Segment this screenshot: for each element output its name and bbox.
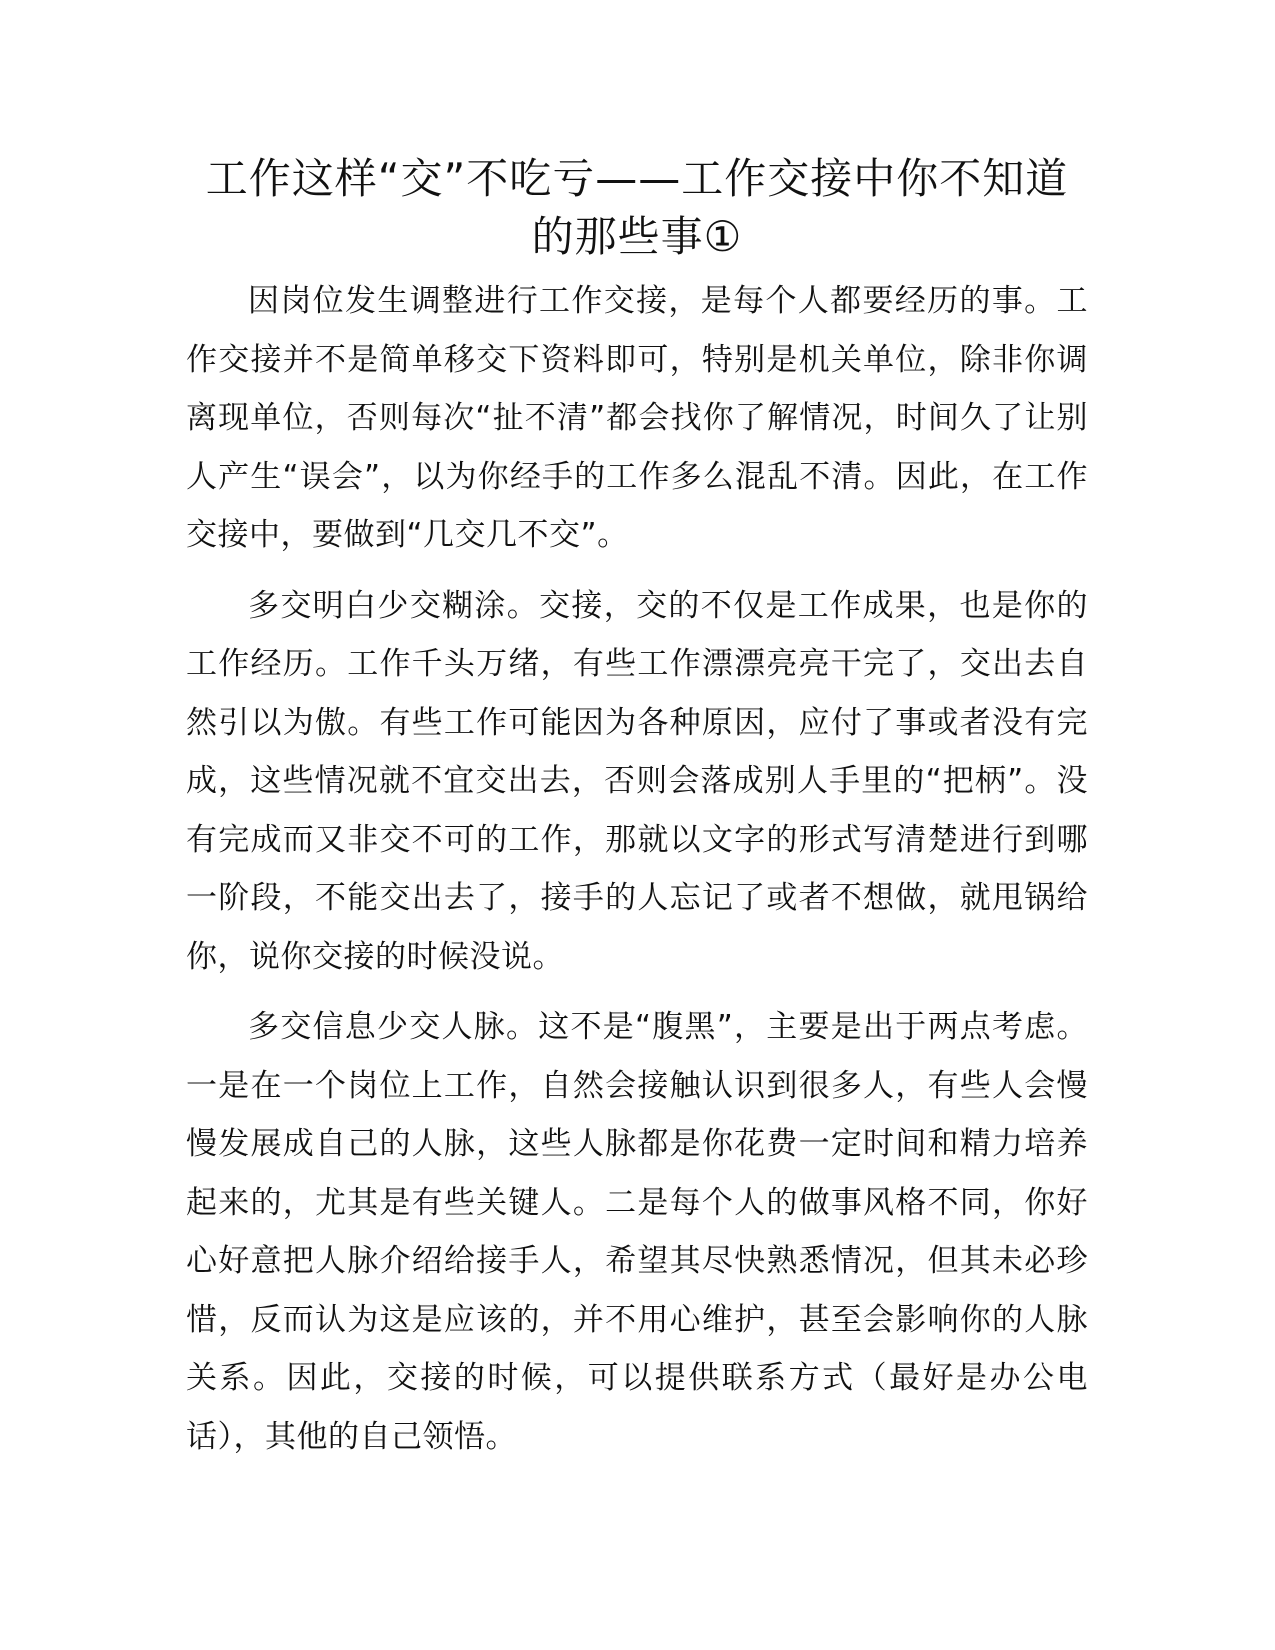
paragraph-clarity: 多交明白少交糊涂。交接，交的不仅是工作成果，也是你的工作经历。工作千头万绪，有些工作漂漂亮亮干完了，交出去自然引以为傲。有些工作可能因为各种原因，应付了事或者没有完成，这些情况就不宜交出去，否则会落成别人手里的“把柄”。没有完成而又非交不可的工作，那就以文字的形式写清楚进行到哪一阶段，不能交出去了，接手的人忘记了或者不想做，就甩锅给你，说你交接的时候没说。 bbox=[186, 587, 1088, 975]
paragraph-intro: 因岗位发生调整进行工作交接，是每个人都要经历的事。工作交接并不是简单移交下资料即可，特别是机关单位，除非你调离现单位，否则每次“扯不清”都会找你了解情况，时间久了让别人产生“误会”，以为你经手的工作多么混乱不清。因此，在工作交接中，要做到“几交几不交”。 bbox=[186, 283, 1088, 553]
document-title: 工作这样“交”不吃亏——工作交接中你不知道的那些事① bbox=[205, 154, 1069, 261]
paragraph-network: 多交信息少交人脉。这不是“腹黑”，主要是出于两点考虑。一是在一个岗位上工作，自然会接触认识到很多人，有些人会慢慢发展成自己的人脉，这些人脉都是你花费一定时间和精力培养起来的，尤其是有些关键人。二是每个人的做事风格不同，你好心好意把人脉介绍给接手人，希望其尽快熟悉情况，但其未必珍惜，反而认为这是应该的，并不用心维护，甚至会影响你的人脉关系。因此，交接的时候，可以提供联系方式（最好是办公电话），其他的自己领悟。 bbox=[186, 1009, 1088, 1455]
document-body bbox=[186, 150, 1088, 1466]
